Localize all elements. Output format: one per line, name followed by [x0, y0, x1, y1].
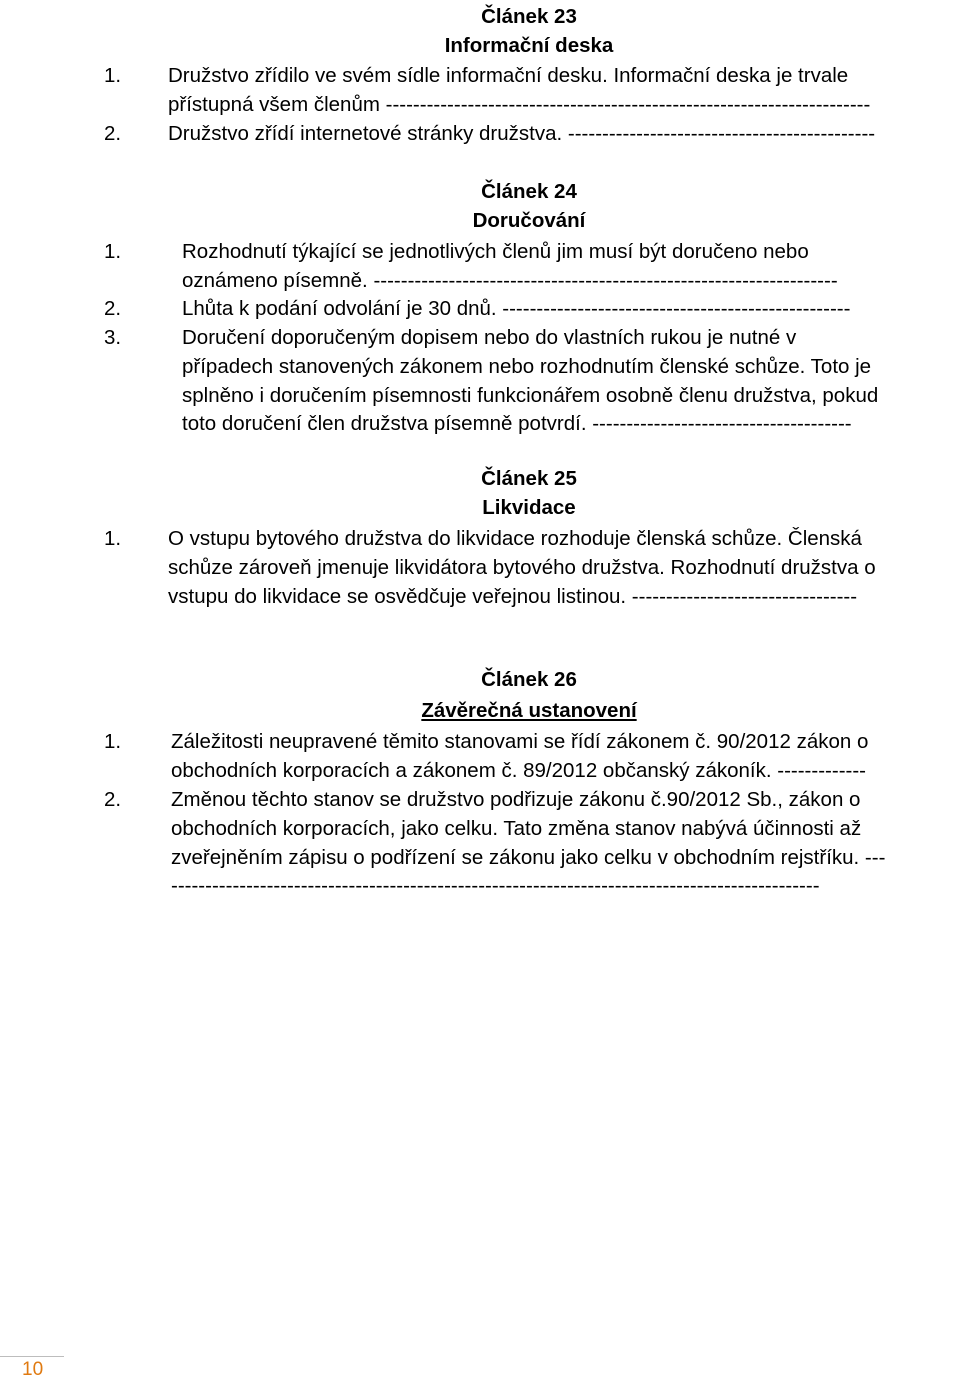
- article-26-item-1-line-2: obchodních korporacích a zákonem č. 89/2012 občanský zákoník. -------------: [171, 759, 866, 782]
- article-24-subtitle: Doručování: [472, 209, 586, 232]
- article-23-item-1-number: 1.: [104, 64, 122, 87]
- article-24-title: Článek 24: [481, 180, 577, 203]
- article-24-item-3-number: 3.: [104, 326, 122, 349]
- article-26-item-2-line-1: Změnou těchto stanov se družstvo podřizuje zákonu č.90/2012 Sb., zákon o: [171, 788, 861, 811]
- article-24-item-3-line-3: splněno i doručením písemnosti funkcionářem osobně členu družstva, pokud: [182, 384, 879, 407]
- article-26-item-2-number: 2.: [104, 788, 122, 811]
- article-26-subtitle-text: Závěrečná ustanovení: [421, 699, 637, 722]
- article-26-title: Článek 26: [481, 668, 577, 691]
- article-26-item-1-line-1: Záležitosti neupravené těmito stanovami se řídí zákonem č. 90/2012 zákon o: [171, 730, 869, 753]
- article-23-item-1-line-2: přístupná všem členům -----------------------------------------------------------------------: [168, 93, 871, 116]
- article-26-item-1-number: 1.: [104, 730, 122, 753]
- article-23-subtitle: Informační deska: [444, 34, 614, 57]
- article-25-item-1-line-1: O vstupu bytového družstva do likvidace rozhoduje členská schůze. Členská: [168, 527, 862, 550]
- article-24-item-2-text: Lhůta k podání odvolání je 30 dnů. ---------------------------------------------------: [182, 297, 851, 320]
- article-24-item-1-line-2: oznámeno písemně. --------------------------------------------------------------------: [182, 269, 838, 292]
- article-24-item-1-line-1: Rozhodnutí týkající se jednotlivých členů jim musí být doručeno nebo: [182, 240, 809, 263]
- article-25-title: Článek 25: [481, 467, 577, 490]
- article-25-item-1-number: 1.: [104, 527, 122, 550]
- article-24-item-3-line-1: Doručení doporučeným dopisem nebo do vlastních rukou je nutné v: [182, 326, 797, 349]
- article-24-item-1-number: 1.: [104, 240, 122, 263]
- article-26-subtitle: [0, 697, 960, 725]
- article-23-item-1-line-1: Družstvo zřídilo ve svém sídle informační desku. Informační deska je trvale: [168, 64, 849, 87]
- article-24-item-3-line-2: případech stanovených zákonem nebo rozhodnutím členské schůze. Toto je: [182, 355, 872, 378]
- article-25-item-1-line-2: schůze zároveň jmenuje likvidátora bytového družstva. Rozhodnutí družstva o: [168, 556, 876, 579]
- article-23-item-2-number: 2.: [104, 122, 122, 145]
- article-25-subtitle: Likvidace: [482, 496, 576, 519]
- article-25-item-1-line-3: vstupu do likvidace se osvědčuje veřejnou listinou. ---------------------------------: [168, 585, 858, 608]
- article-26-item-2-line-3: zveřejněním zápisu o podřízení se zákonu jako celku v obchodním rejstříku. ---: [171, 846, 886, 869]
- article-26-item-2-line-4: -----------------------------------------------------------------------------------------------: [171, 874, 820, 897]
- article-23-title: Článek 23: [481, 5, 577, 28]
- article-23-item-2-text: Družstvo zřídí internetové stránky družstva. ---------------------------------------------: [168, 122, 876, 145]
- article-24-item-2-number: 2.: [104, 297, 122, 320]
- article-26-item-2-line-2: obchodních korporacích, jako celku. Tato změna stanov nabývá účinnosti až: [171, 817, 862, 840]
- article-24-item-3-line-4: toto doručení člen družstva písemně potvrdí. --------------------------------------: [182, 412, 852, 435]
- footer-divider: [0, 1356, 64, 1357]
- page-number: 10: [22, 1359, 44, 1380]
